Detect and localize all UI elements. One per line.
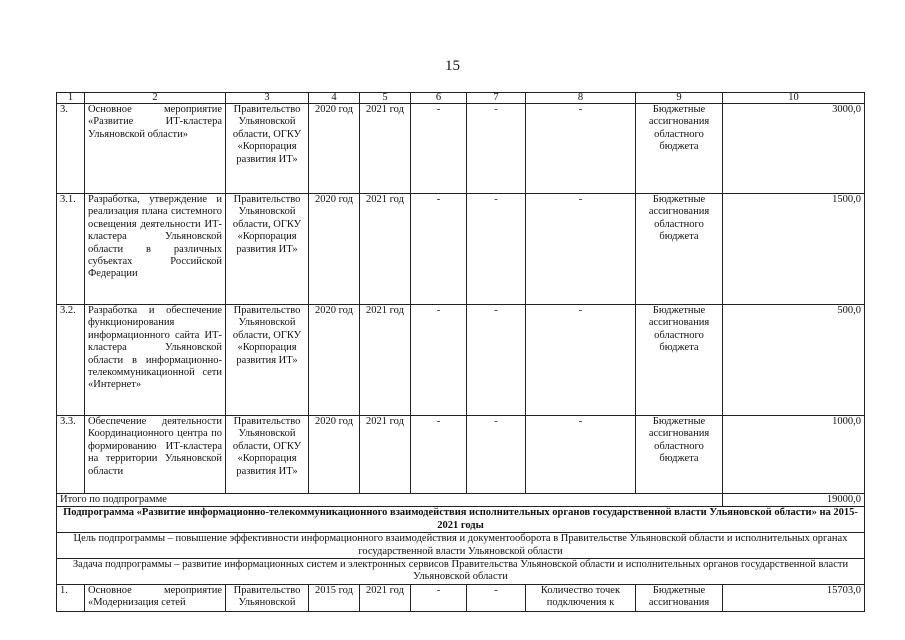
table-row	[57, 194, 865, 305]
col-number: 2	[85, 93, 226, 104]
executor: Правительство Ульяновской области, ОГКУ «Корпорация развития ИТ»	[226, 416, 309, 494]
executor: Правительство Ульяновской области, ОГКУ «Корпорация развития ИТ»	[226, 194, 309, 305]
cell-dash: -	[467, 305, 526, 416]
row-number: 3.3.	[57, 416, 85, 494]
amount: 1000,0	[723, 416, 865, 494]
activity-name: Разработка и обеспечение функционирования информационного сайта ИТ-кластера Ульяновской области в информационно-телекоммуникационной сети «Интернет»	[85, 305, 226, 416]
col-number: 4	[309, 93, 360, 104]
cell-dash: -	[526, 104, 636, 194]
column-number-row	[57, 93, 865, 104]
table-row	[57, 584, 865, 611]
start-year: 2020 год	[309, 194, 360, 305]
start-year: 2015 год	[309, 584, 360, 611]
cell-dash: -	[411, 584, 467, 611]
page-number: 15	[445, 58, 460, 74]
col-number: 5	[360, 93, 411, 104]
cell-dash: -	[467, 416, 526, 494]
subprogram-task-row	[57, 559, 865, 585]
col-number: 8	[526, 93, 636, 104]
row-number: 1.	[57, 584, 85, 611]
funding-source: Бюджетные ассигнования	[636, 584, 723, 611]
start-year: 2020 год	[309, 104, 360, 194]
funding-source: Бюджетные ассигнования областного бюджета	[636, 194, 723, 305]
total-row	[57, 494, 865, 507]
col-number: 3	[226, 93, 309, 104]
col-number: 9	[636, 93, 723, 104]
activity-name: Основное мероприятие «Модернизация сетей	[85, 584, 226, 611]
subprogram-goal: Цель подпрограммы – повышение эффективности информационного взаимодействия и документооборота в Правительстве Ульяновской области и исполнительных органах государственной власти Ульяновской области	[57, 533, 865, 559]
executor: Правительство Ульяновской области, ОГКУ «Корпорация развития ИТ»	[226, 104, 309, 194]
row-number: 3.1.	[57, 194, 85, 305]
subprogram-title-row	[57, 507, 865, 533]
amount: 500,0	[723, 305, 865, 416]
cell-dash: -	[411, 194, 467, 305]
indicator: Количество точек подключения к	[526, 584, 636, 611]
end-year: 2021 год	[360, 305, 411, 416]
table-row	[57, 305, 865, 416]
subprogram-title: Подпрограмма «Развитие информационно-телекоммуникационного взаимодействия исполнительных органов государственной власти Ульяновской области» на 2015-2021 годы	[57, 507, 865, 533]
cell-dash: -	[526, 416, 636, 494]
cell-dash: -	[411, 104, 467, 194]
amount: 3000,0	[723, 104, 865, 194]
col-number: 6	[411, 93, 467, 104]
cell-dash: -	[411, 416, 467, 494]
executor: Правительство Ульяновской	[226, 584, 309, 611]
col-number: 10	[723, 93, 865, 104]
end-year: 2021 год	[360, 194, 411, 305]
activity-name: Основное мероприятие «Развитие ИТ-кластера Ульяновской области»	[85, 104, 226, 194]
subprogram-task: Задача подпрограммы – развитие информационных систем и электронных сервисов Правительства Ульяновской области и исполнительных органов государственной власти Ульяновской области	[57, 559, 865, 585]
program-table	[56, 92, 865, 612]
cell-dash: -	[467, 104, 526, 194]
col-number: 7	[467, 93, 526, 104]
total-label: Итого по подпрограмме	[57, 494, 723, 507]
end-year: 2021 год	[360, 416, 411, 494]
col-number: 1	[57, 93, 85, 104]
cell-dash: -	[467, 194, 526, 305]
funding-source: Бюджетные ассигнования областного бюджета	[636, 104, 723, 194]
table-row	[57, 104, 865, 194]
cell-dash: -	[467, 584, 526, 611]
end-year: 2021 год	[360, 584, 411, 611]
activity-name: Обеспечение деятельности Координационного центра по формированию ИТ-кластера на территории Ульяновской области	[85, 416, 226, 494]
row-number: 3.2.	[57, 305, 85, 416]
cell-dash: -	[526, 305, 636, 416]
end-year: 2021 год	[360, 104, 411, 194]
funding-source: Бюджетные ассигнования областного бюджета	[636, 416, 723, 494]
start-year: 2020 год	[309, 305, 360, 416]
row-number: 3.	[57, 104, 85, 194]
funding-source: Бюджетные ассигнования областного бюджета	[636, 305, 723, 416]
executor: Правительство Ульяновской области, ОГКУ «Корпорация развития ИТ»	[226, 305, 309, 416]
subprogram-goal-row	[57, 533, 865, 559]
cell-dash: -	[526, 194, 636, 305]
amount: 1500,0	[723, 194, 865, 305]
table-row	[57, 416, 865, 494]
start-year: 2020 год	[309, 416, 360, 494]
activity-name: Разработка, утверждение и реализация плана системного освещения деятельности ИТ-кластера Ульяновской области в различных субъектах Российской Федерации	[85, 194, 226, 305]
total-amount: 19000,0	[723, 494, 865, 507]
cell-dash: -	[411, 305, 467, 416]
amount: 15703,0	[723, 584, 865, 611]
